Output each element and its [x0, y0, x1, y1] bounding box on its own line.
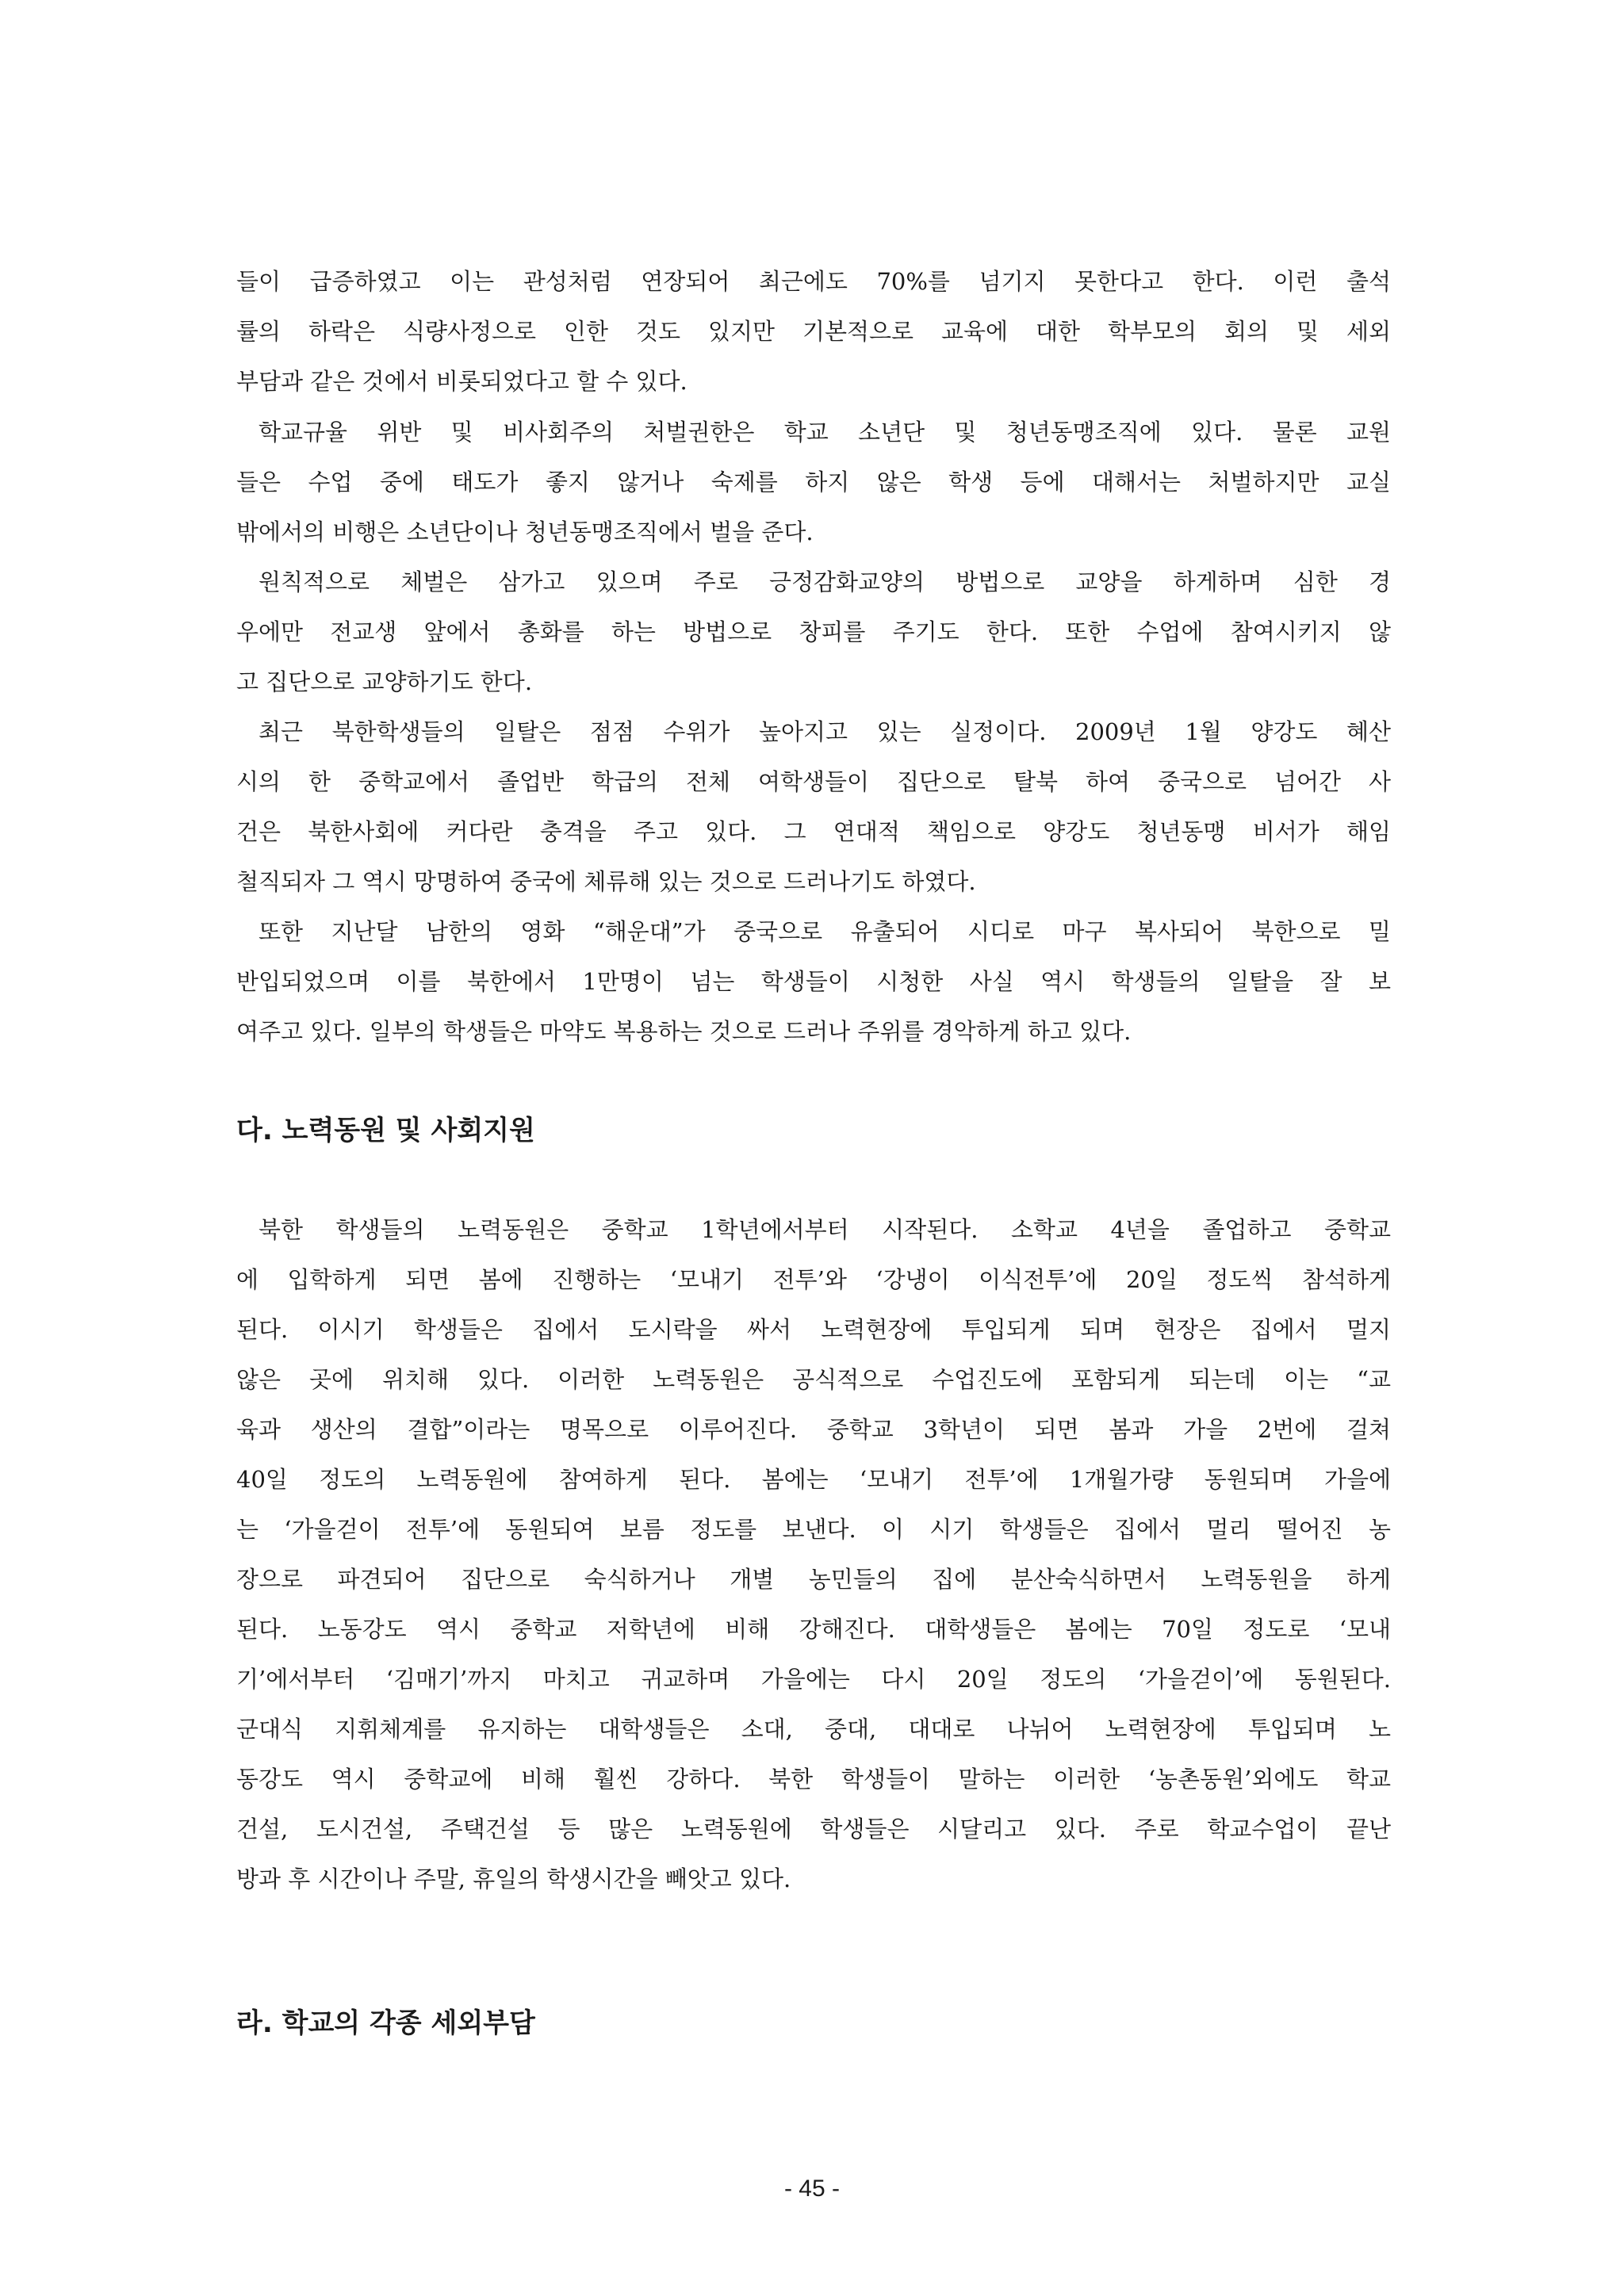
body-line: 원칙적으로 체벌은 삼가고 있으며 주로 긍정감화교양의 방법으로 교양을 하게하며 심한 경 [259, 568, 1391, 595]
body-line: 최근 북한학생들의 일탈은 점점 수위가 높아지고 있는 실정이다. 2009년 1월 양강도 혜산 [259, 718, 1391, 745]
body-line: 장으로 파견되어 집단으로 숙식하거나 개별 농민들의 집에 분산숙식하면서 노력동원을 하게 [236, 1566, 1391, 1593]
body-line: 철직되자 그 역시 망명하여 중국에 체류해 있는 것으로 드러나기도 하였다. [236, 868, 976, 895]
body-line: 건설, 도시건설, 주택건설 등 많은 노력동원에 학생들은 시달리고 있다. 주로 학교수업이 끝난 [236, 1816, 1391, 1843]
body-line: 에 입학하게 되면 봄에 진행하는 ‘모내기 전투’와 ‘강냉이 이식전투’에 20일 정도씩 참석하게 [236, 1266, 1391, 1293]
body-line: 된다. 노동강도 역시 중학교 저학년에 비해 강해진다. 대학생들은 봄에는 70일 정도로 ‘모내 [236, 1616, 1391, 1643]
body-line: 부담과 같은 것에서 비롯되었다고 할 수 있다. [236, 368, 688, 395]
body-line: 방과 후 시간이나 주말, 휴일의 학생시간을 빼앗고 있다. [236, 1866, 791, 1892]
body-line: 기’에서부터 ‘김매기’까지 마치고 귀교하며 가을에는 다시 20일 정도의 ‘가을걷이’에 동원된다. [236, 1666, 1391, 1693]
body-line: 학교규율 위반 및 비사회주의 처벌권한은 학교 소년단 및 청년동맹조직에 있다. 물론 교원 [259, 419, 1391, 446]
body-line: 또한 지난달 남한의 영화 “해운대”가 중국으로 유출되어 시디로 마구 복사되어 북한으로 밀 [259, 918, 1391, 945]
body-line: 여주고 있다. 일부의 학생들은 마약도 복용하는 것으로 드러나 주위를 경악하게 하고 있다. [236, 1018, 1132, 1045]
body-line: 육과 생산의 결합”이라는 명목으로 이루어진다. 중학교 3학년이 되면 봄과 가을 2번에 걸쳐 [236, 1416, 1391, 1443]
body-line: 는 ‘가을걷이 전투’에 동원되여 보름 정도를 보낸다. 이 시기 학생들은 집에서 멀리 떨어진 농 [236, 1516, 1391, 1543]
body-line: 우에만 전교생 앞에서 총화를 하는 방법으로 창피를 주기도 한다. 또한 수업에 참여시키지 않 [236, 618, 1391, 645]
page-number: - 45 - [783, 2175, 841, 2202]
body-line: 않은 곳에 위치해 있다. 이러한 노력동원은 공식적으로 수업진도에 포함되게 되는데 이는 “교 [236, 1366, 1391, 1393]
body-line: 들이 급증하였고 이는 관성처럼 연장되어 최근에도 70%를 넘기지 못한다고 한다. 이런 출석 [236, 268, 1391, 295]
body-line: 된다. 이시기 학생들은 집에서 도시락을 싸서 노력현장에 투입되게 되며 현장은 집에서 멀지 [236, 1316, 1391, 1343]
body-line: 동강도 역시 중학교에 비해 훨씬 강하다. 북한 학생들이 말하는 이러한 ‘농촌동원’외에도 학교 [236, 1766, 1391, 1793]
section-heading-da: 다. 노력동원 및 사회지원 [236, 1115, 535, 1146]
body-line: 들은 수업 중에 태도가 좋지 않거나 숙제를 하지 않은 학생 등에 대해서는 처벌하지만 교실 [236, 469, 1391, 496]
section-heading-ra: 라. 학교의 각종 세외부담 [236, 2007, 535, 2039]
body-line: 고 집단으로 교양하기도 한다. [236, 668, 533, 695]
body-line: 군대식 지휘체계를 유지하는 대학생들은 소대, 중대, 대대로 나뉘어 노력현장에 투입되며 노 [236, 1716, 1391, 1743]
body-line: 밖에서의 비행은 소년단이나 청년동맹조직에서 벌을 준다. [236, 519, 814, 545]
body-line: 시의 한 중학교에서 졸업반 학급의 전체 여학생들이 집단으로 탈북 하여 중국으로 넘어간 사 [236, 768, 1391, 795]
body-line: 북한 학생들의 노력동원은 중학교 1학년에서부터 시작된다. 소학교 4년을 졸업하고 중학교 [259, 1216, 1391, 1243]
body-line: 반입되었으며 이를 북한에서 1만명이 넘는 학생들이 시청한 사실 역시 학생들의 일탈을 잘 보 [236, 968, 1391, 995]
body-line: 40일 정도의 노력동원에 참여하게 된다. 봄에는 ‘모내기 전투’에 1개월가량 동원되며 가을에 [236, 1466, 1391, 1493]
body-line: 건은 북한사회에 커다란 충격을 주고 있다. 그 연대적 책임으로 양강도 청년동맹 비서가 해임 [236, 818, 1391, 845]
body-line: 률의 하락은 식량사정으로 인한 것도 있지만 기본적으로 교육에 대한 학부모의 회의 및 세외 [236, 318, 1391, 345]
